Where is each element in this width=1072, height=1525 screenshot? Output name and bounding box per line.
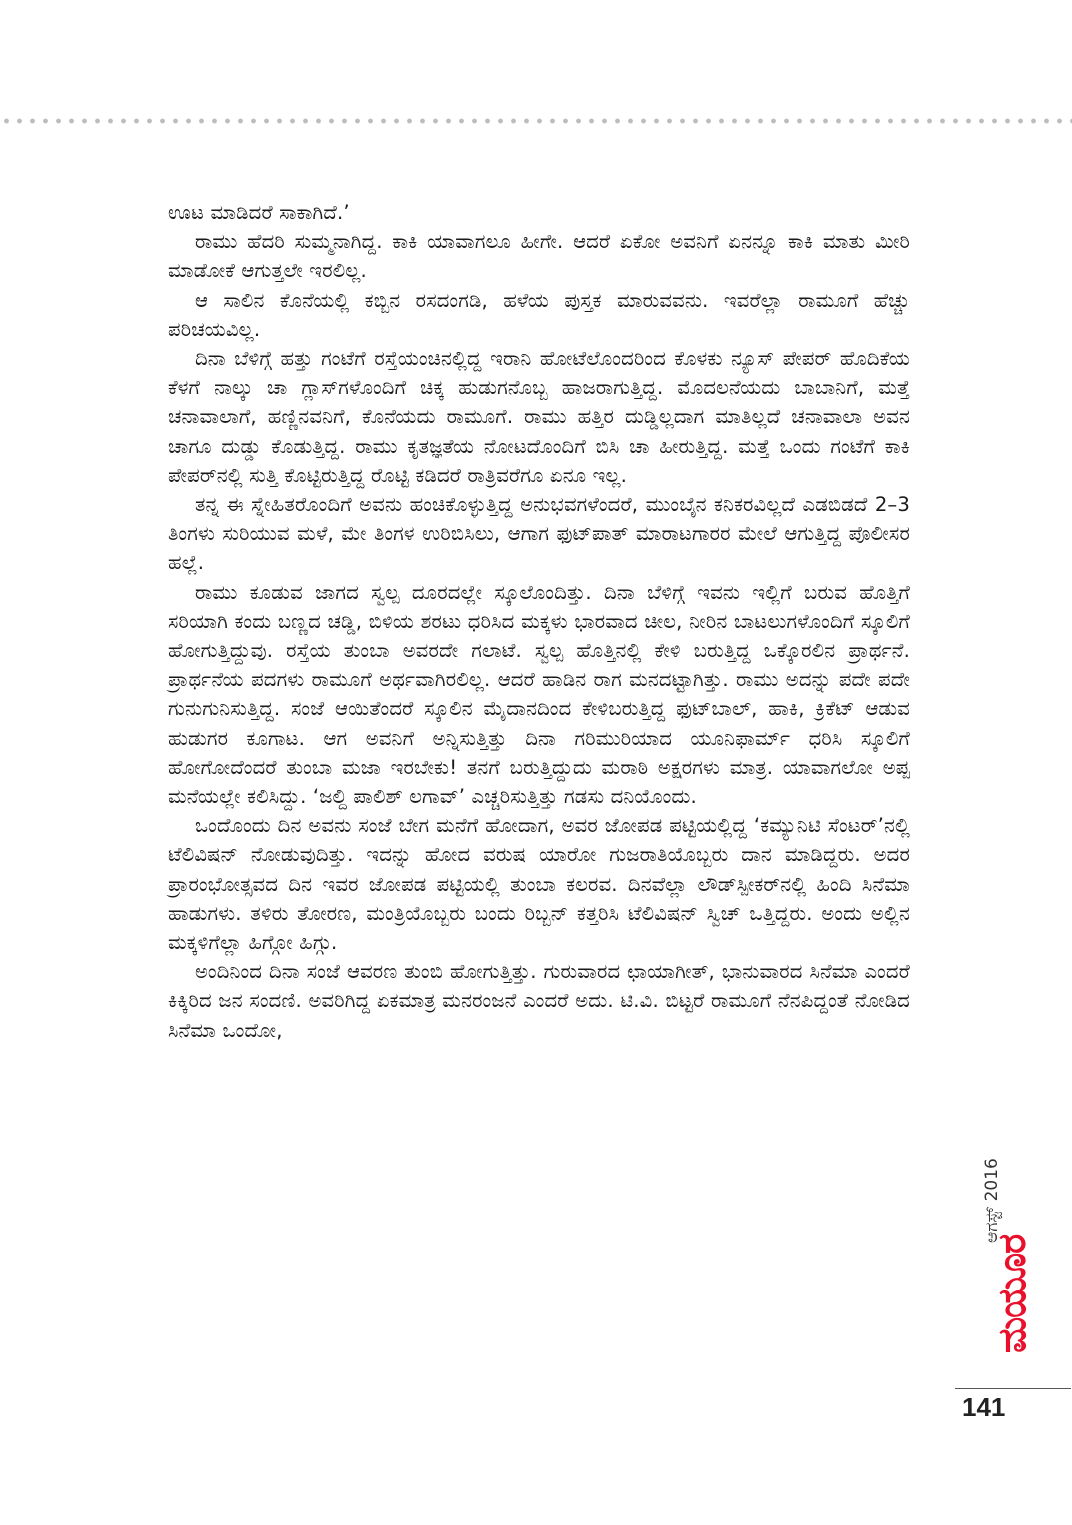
page-number: 141 [962, 1392, 1006, 1422]
article-paragraph: ರಾಮು ಕೂಡುವ ಜಾಗದ ಸ್ವಲ್ಪ ದೂರದಲ್ಲೇ ಸ್ಕೂಲೊಂದಿತ್ತು. ದಿನಾ ಬೆಳಿಗ್ಗೆ ಇವನು ಇಲ್ಲಿಗೆ ಬರುವ ಹೊತ್ತಿಗೆ ಸರಿಯಾಗಿ ಕಂದು ಬಣ್ಣದ ಚಡ್ಡಿ, ಬಿಳಿಯ ಶರಟು ಧರಿಸಿದ ಮಕ್ಕಳು ಭಾರವಾದ ಚೀಲ, ನೀರಿನ ಬಾಟಲುಗಳೊಂದಿಗೆ ಸ್ಕೂಲಿಗೆ ಹೋಗುತ್ತಿದ್ದುವು. ರಸ್ತೆಯ ತುಂಬಾ ಅವರದೇ ಗಲಾಟೆ. ಸ್ವಲ್ಪ ಹೊತ್ತಿನಲ್ಲಿ ಕೇಳಿ ಬರುತ್ತಿದ್ದ ಒಕ್ಕೊರಲಿನ ಪ್ರಾರ್ಥನೆ. ಪ್ರಾರ್ಥನೆಯ ಪದಗಳು ರಾಮೂಗೆ ಅರ್ಥವಾಗಿರಲಿಲ್ಲ. ಆದರೆ ಹಾಡಿನ ರಾಗ ಮನದಟ್ಟಾಗಿತ್ತು. ರಾಮು ಅದನ್ನು ಪದೇ ಪದೇ ಗುನುಗುನಿಸುತ್ತಿದ್ದ. ಸಂಜೆ ಆಯಿತೆಂದರೆ ಸ್ಕೂಲಿನ ಮೈದಾನದಿಂದ ಕೇಳಿಬರುತ್ತಿದ್ದ ಫುಟ್‌ಬಾಲ್, ಹಾಕಿ, ಕ್ರಿಕೆಟ್ ಆಡುವ ಹುಡುಗರ ಕೂಗಾಟ. ಆಗ ಅವನಿಗೆ ಅನ್ನಿಸುತ್ತಿತ್ತು ದಿನಾ ಗರಿಮುರಿಯಾದ ಯೂನಿಫಾರ್ಮ್ ಧರಿಸಿ ಸ್ಕೂಲಿಗೆ ಹೋಗೋದೆಂದರೆ ತುಂಬಾ ಮಜಾ ಇರಬೇಕು! ತನಗೆ ಬರುತ್ತಿದ್ದುದು ಮರಾಠಿ ಅಕ್ಷರಗಳು ಮಾತ್ರ. ಯಾವಾಗಲೋ ಅಪ್ಪ ಮನೆಯಲ್ಲೇ ಕಲಿಸಿದ್ದು. ‘ಜಲ್ದಿ ಪಾಲಿಶ್ ಲಗಾವ್’ ಎಚ್ಚರಿಸುತ್ತಿತ್ತು ಗಡಸು ದನಿಯೊಂದು. [168, 580, 910, 809]
article-paragraph: ದಿನಾ ಬೆಳಿಗ್ಗೆ ಹತ್ತು ಗಂಟೆಗೆ ರಸ್ತೆಯಂಚಿನಲ್ಲಿದ್ದ ಇರಾನಿ ಹೋಟೆಲೊಂದರಿಂದ ಕೊಳಕು ನ್ಯೂಸ್ ಪೇಪರ್ ಹೊದಿಕೆಯ ಕೆಳಗೆ ನಾಲ್ಕು ಚಾ ಗ್ಲಾಸ್‌ಗಳೊಂದಿಗೆ ಚಿಕ್ಕ ಹುಡುಗನೊಬ್ಬ ಹಾಜರಾಗುತ್ತಿದ್ದ. ಮೊದಲನೆಯದು ಬಾಬಾನಿಗೆ, ಮತ್ತೆ ಚನಾವಾಲಾಗೆ, ಹಣ್ಣಿನವನಿಗೆ, ಕೊನೆಯದು ರಾಮೂಗೆ. ರಾಮು ಹತ್ತಿರ ದುಡ್ಡಿಲ್ಲದಾಗ ಮಾತಿಲ್ಲದೆ ಚನಾವಾಲಾ ಅವನ ಚಾಗೂ ದುಡ್ಡು ಕೊಡುತ್ತಿದ್ದ. ರಾಮು ಕೃತಜ್ಞತೆಯ ನೋಟದೊಂದಿಗೆ ಬಿಸಿ ಚಾ ಹೀರುತ್ತಿದ್ದ. ಮತ್ತೆ ಒಂದು ಗಂಟೆಗೆ ಕಾಕಿ ಪೇಪರ್‌ನಲ್ಲಿ ಸುತ್ತಿ ಕೊಟ್ಟಿರುತ್ತಿದ್ದ ರೊಟ್ಟಿ ಕಡಿದರೆ ರಾತ್ರಿವರೆಗೂ ಏನೂ ಇಲ್ಲ. [168, 347, 910, 487]
article-paragraph: ರಾಮು ಹೆದರಿ ಸುಮ್ಮನಾಗಿದ್ದ. ಕಾಕಿ ಯಾವಾಗಲೂ ಹೀಗೇ. ಆದರೆ ಏಕೋ ಅವನಿಗೆ ಏನನ್ನೂ ಕಾಕಿ ಮಾತು ಮೀರಿ ಮಾಡೋಕೆ ಆಗುತ್ತಲೇ ಇರಲಿಲ್ಲ. [168, 230, 910, 283]
article-paragraph: ಅಂದಿನಿಂದ ದಿನಾ ಸಂಜೆ ಆವರಣ ತುಂಬಿ ಹೋಗುತ್ತಿತ್ತು. ಗುರುವಾರದ ಛಾಯಾಗೀತ್, ಭಾನುವಾರದ ಸಿನೆಮಾ ಎಂದರೆ ಕಿಕ್ಕಿರಿದ ಜನ ಸಂದಣಿ. ಅವರಿಗಿದ್ದ ಏಕಮಾತ್ರ ಮನರಂಜನೆ ಎಂದರೆ ಅದು. ಟಿ.ವಿ. ಬಿಟ್ಟರೆ ರಾಮೂಗೆ ನೆನಪಿದ್ದಂತೆ ನೋಡಿದ ಸಿನೆಮಾ ಒಂದೋ, [168, 960, 910, 1042]
article-paragraph: ತನ್ನ ಈ ಸ್ನೇಹಿತರೊಂದಿಗೆ ಅವನು ಹಂಚಿಕೊಳ್ಳುತ್ತಿದ್ದ ಅನುಭವಗಳೆಂದರೆ, ಮುಂಬೈನ ಕನಿಕರವಿಲ್ಲದೆ ಎಡಬಿಡದೆ 2–3 ತಿಂಗಳು ಸುರಿಯುವ ಮಳೆ, ಮೇ ತಿಂಗಳ ಉರಿಬಿಸಿಲು, ಆಗಾಗ ಫುಟ್‌ಪಾತ್ ಮಾರಾಟಗಾರರ ಮೇಲೆ ಆಗುತ್ತಿದ್ದ ಪೊಲೀಸರ ಹಲ್ಲೆ. [168, 493, 910, 575]
page-number-rule [955, 1388, 1071, 1389]
article-paragraph: ಆ ಸಾಲಿನ ಕೊನೆಯಲ್ಲಿ ಕಬ್ಬಿನ ರಸದಂಗಡಿ, ಹಳೆಯ ಪುಸ್ತಕ ಮಾರುವವನು. ಇವರೆಲ್ಲಾ ರಾಮೂಗೆ ಹೆಚ್ಚು ಪರಿಚಯವಿಲ್ಲ. [168, 288, 910, 341]
article-body [168, 198, 910, 1045]
dotted-header-rule [0, 117, 1072, 125]
issue-date: ಆಗಸ್ಟ್ 2016 [982, 1158, 1002, 1243]
magazine-logo: ಮಯೂರ [990, 1234, 1034, 1353]
article-paragraph: ಒಂದೊಂದು ದಿನ ಅವನು ಸಂಜೆ ಬೇಗ ಮನೆಗೆ ಹೋದಾಗ, ಅವರ ಜೋಪಡ ಪಟ್ಟಿಯಲ್ಲಿದ್ದ ‘ಕಮ್ಯುನಿಟಿ ಸೆಂಟರ್’ನಲ್ಲಿ ಟೆಲಿವಿಷನ್ ನೋಡುವುದಿತ್ತು. ಇದನ್ನು ಹೋದ ವರುಷ ಯಾರೋ ಗುಜರಾತಿಯೊಬ್ಬರು ದಾನ ಮಾಡಿದ್ದರು. ಅದರ ಪ್ರಾರಂಭೋತ್ಸವದ ದಿನ ಇವರ ಜೋಪಡ ಪಟ್ಟಿಯಲ್ಲಿ ತುಂಬಾ ಕಲರವ. ದಿನವೆಲ್ಲಾ ಲೌಡ್‌ಸ್ಪೀಕರ್‌ನಲ್ಲಿ ಹಿಂದಿ ಸಿನೆಮಾ ಹಾಡುಗಳು. ತಳಿರು ತೋರಣ, ಮಂತ್ರಿಯೊಬ್ಬರು ಬಂದು ರಿಬ್ಬನ್ ಕತ್ತರಿಸಿ ಟೆಲಿವಿಷನ್ ಸ್ವಿಚ್ ಒತ್ತಿದ್ದರು. ಅಂದು ಅಲ್ಲಿನ ಮಕ್ಕಳಿಗೆಲ್ಲಾ ಹಿಗ್ಗೋ ಹಿಗ್ಗು. [168, 814, 910, 955]
magazine-sidebar [958, 1125, 1034, 1375]
article-paragraph: ಊಟ ಮಾಡಿದರೆ ಸಾಕಾಗಿದೆ.’ [168, 201, 350, 224]
